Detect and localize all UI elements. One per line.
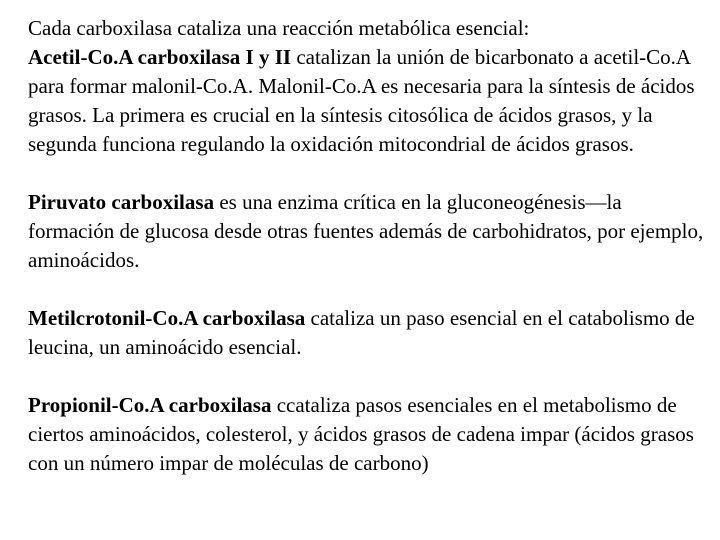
paragraph-metilcrotonil <box>28 304 708 362</box>
enzyme-term-acetil-coa-carboxilasa: Acetil-Co.A carboxilasa I y II <box>28 45 292 69</box>
intro-sentence: Cada carboxilasa cataliza una reacción metabólica esencial: <box>28 16 530 40</box>
paragraph-acetil-coa <box>28 14 708 159</box>
enzyme-term-piruvato-carboxilasa: Piruvato carboxilasa <box>28 190 215 214</box>
paragraph-propionil <box>28 391 708 478</box>
enzyme-term-metilcrotonil-coa-carboxilasa: Metilcrotonil-Co.A carboxilasa <box>28 306 306 330</box>
paragraph-text: ccataliza pasos esenciales en el metabolismo de ciertos aminoácidos, colesterol, y ácidos grasos de cadena impar (ácidos grasos con un número impar de moléculas de carbono) <box>28 393 694 475</box>
document-body <box>28 14 708 478</box>
paragraph-text: catalizan la unión de bicarbonato a acetil-Co.A para formar malonil-Co.A. Malonil-Co.A es necesaria para la síntesis de ácidos grasos. La primera es crucial en la síntesis citosólica de ácidos grasos, y la segunda funciona regulando la oxidación mitocondrial de ácidos grasos. <box>28 45 695 156</box>
paragraph-piruvato <box>28 188 708 275</box>
enzyme-term-propionil-coa-carboxilasa: Propionil-Co.A carboxilasa <box>28 393 272 417</box>
paragraph-text: cataliza un paso esencial en el catabolismo de leucina, un aminoácido esencial. <box>28 306 695 359</box>
paragraph-text: es una enzima crítica en la gluconeogénesis—la formación de glucosa desde otras fuentes además de carbohidratos, por ejemplo, aminoácidos. <box>28 190 704 272</box>
